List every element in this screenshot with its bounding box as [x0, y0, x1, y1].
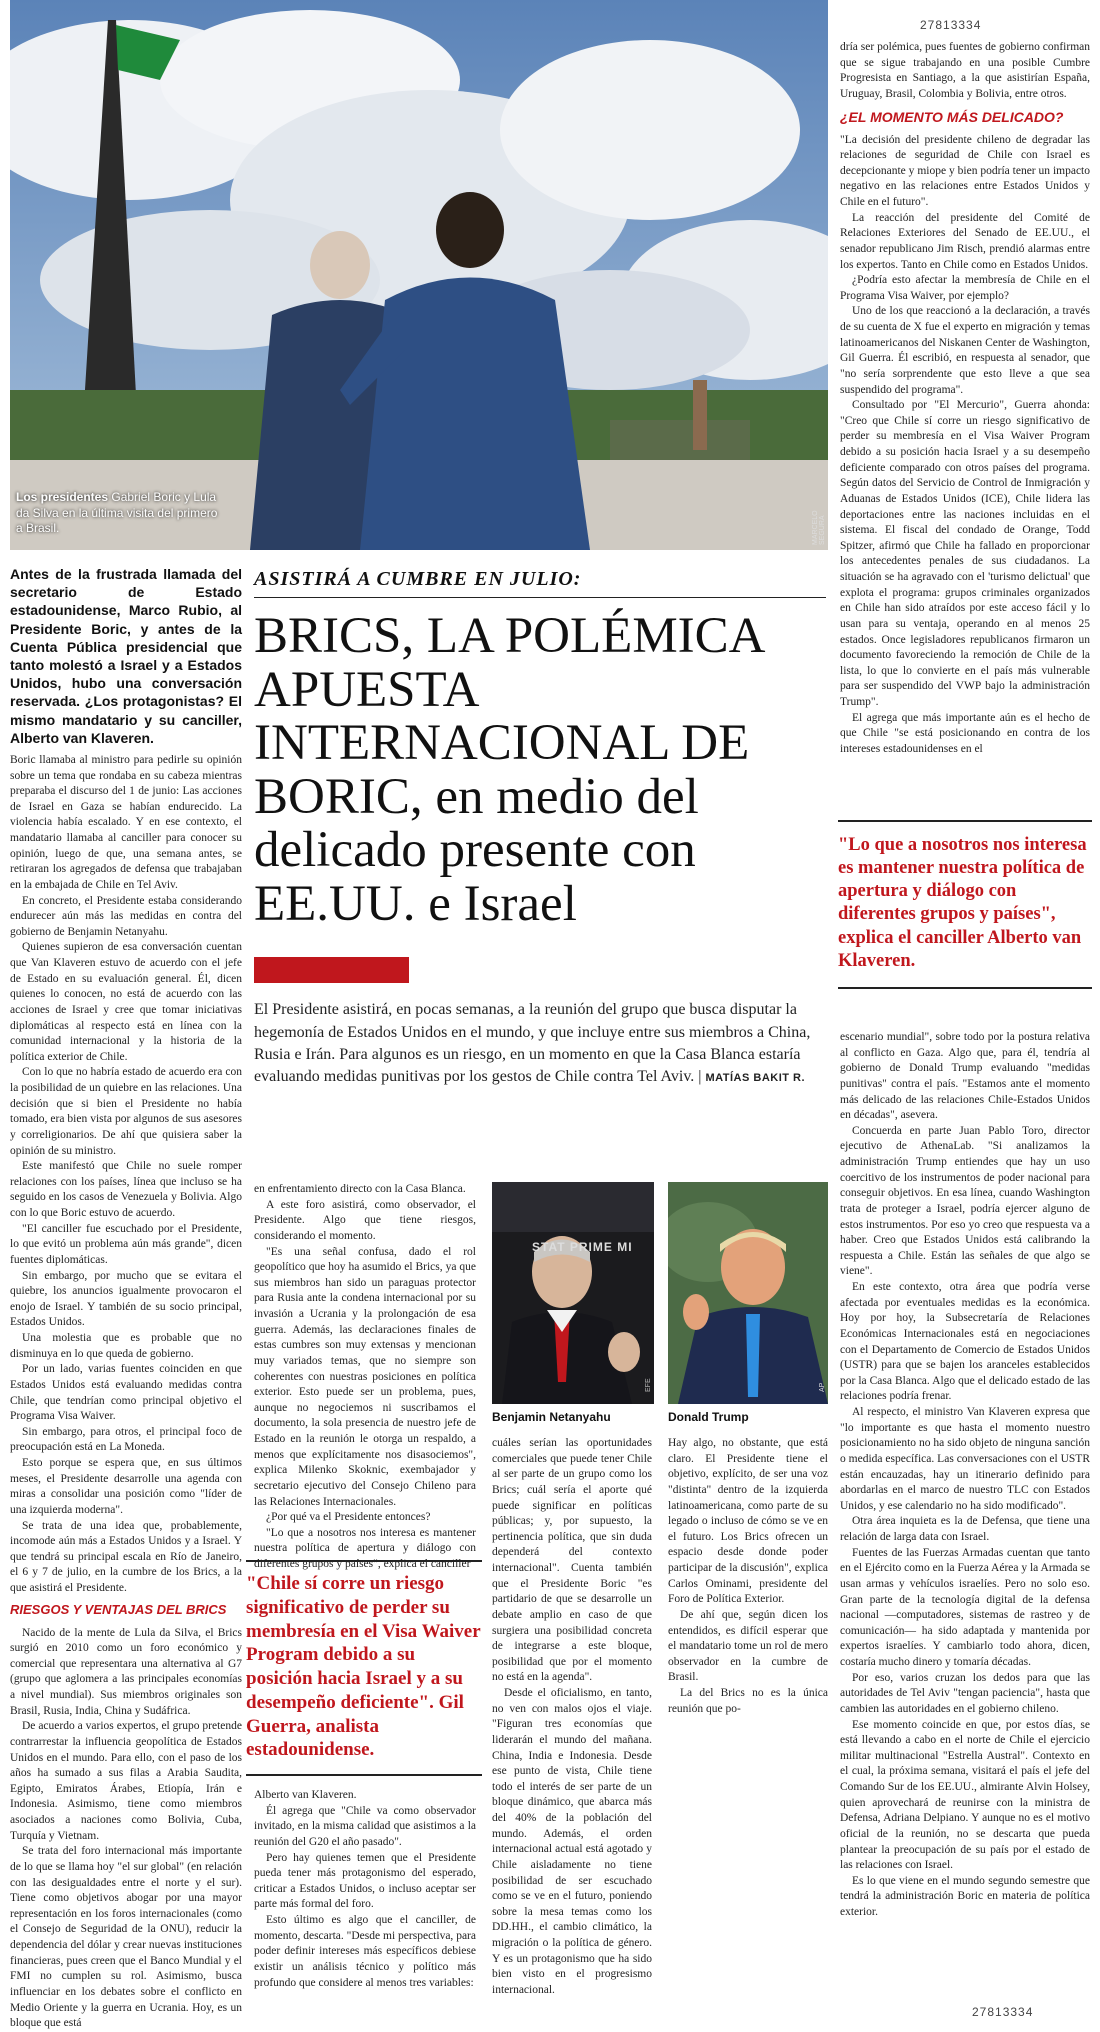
- column-2-upper: [254, 1182, 476, 1573]
- paragraph: Boric llamaba al ministro para pedirle su opinión sobre un tema que rondaba en su cabeza mientras preparaba el discurso del 1 de junio: Las acciones de Israel en Gaza se habían endurecido. La violencia había escalado. Y en ese contexto, el mandatario llamaba al canciller para conocer su opinión, luego de que, una semana antes, se retiraran los agregados de defensa que trabajaban en la embajada de Chile en Tel Aviv.: [10, 753, 242, 891]
- paragraph: Al respecto, el ministro Van Klaveren expresa que "lo importante es que hasta el momento nuestro posicionamiento no ha sido objeto de ninguna sanción o medida específica. Las conversaciones con el USTR están encauzadas, hay un itinerario definido para abordarlas en el marco de nuestro TLC con Estados Unidos, y ese calendario no ha sido modificado".: [840, 1406, 1090, 1512]
- paragraph: A este foro asistirá, como observador, el Presidente. Algo que tiene riesgos, considerando el momento.: [254, 1198, 476, 1242]
- paragraph: Ese momento coincide en que, por estos días, se está llevando a cabo en el norte de Chile el ejercicio militar multinacional "Estrella Austral". Contexto en el cual, la próxima semana, visitará el país el jefe del Comando Sur de los EE.UU., almirante Alvin Holsey, quien aprovechará de reunirse con la ministra de Defensa, Adriana Delpiano. Y aunque no es el motivo oficial de la reunión, no se descarta que pueda plantear la preocupación de su país por el estado de las relaciones con Israel.: [840, 1718, 1090, 1872]
- column-3-left: [492, 1436, 652, 1999]
- paragraph: La reacción del presidente del Comité de Relaciones Exteriores del Senado de EE.UU., el senador republicano Jim Risch, prendió alarmas entre los expertos. Tanto en Chile como en Estados Unidos.: [840, 211, 1090, 271]
- paragraph: Consultado por "El Mercurio", Guerra ahonda: "Creo que Chile sí corre un riesgo significativo de perder su membresía en el Visa Waiver Program debido a su posición hacia Israel y a su desempeño deficiente comparado con otros países del programa. Según datos del Servicio de Control de Inmigración y Aduanas de Estados Unidos (ICE), Chile lidera las deportaciones entre las naciones incluidas en el sistema. El fiscal del condado de Orange, Todd Spitzer, afirmó que Chile ha fallado en proporcionar los antecedentes penales de sus ciudadanos. La situación se ha agravado con el 'turismo delictual' que explota el programa: grupos criminales organizados en Chile han sido atraídos por este acceso fácil y lo usan para su ventaja, operando en al menos 25 estados. Once legisladores republicanos firmaron un documento favoreciendo la remoción de Chile de la lista, lo que lo convierte en el país más vulnerable para ser suspendido del VWP bajo la administración Trump".: [840, 399, 1090, 709]
- paragraph: ¿Podría esto afectar la membresía de Chile en el Programa Visa Waiver, por ejemplo?: [840, 274, 1090, 302]
- pull-quote-right-text: "Lo que a nosotros nos interesa es mantener nuestra política de apertura y diálogo con diferentes grupos y países", explica el canciller Alberto van Klaveren.: [838, 835, 1087, 971]
- paragraph: "La decisión del presidente chileno de degradar las relaciones de seguridad de Chile con Israel es decepcionante y miope y bien podría tener un impacto negativo en las relaciones entre Estados Unidos y Chile en el futuro".: [840, 133, 1090, 209]
- paragraph: Hay algo, no obstante, que está claro. El Presidente tiene el objetivo, explícito, de ser una voz "distinta" dentro de la izquierda latinoamericana, como parte de su legado o incluso de cómo se ve en el futuro. Los Brics ofrecen un espacio desde donde poder participar de la discusión", explica Carlos Ominami, presidente del Foro de Política Exterior.: [668, 1437, 828, 1606]
- trump-caption: Donald Trump: [668, 1410, 749, 1424]
- paragraph: escenario mundial", sobre todo por la postura relativa al conflicto en Gaza. Algo que, para él, tendría al gobierno de Donald Trump evaluando "medidas punitivas" contra el país. "Estamos ante el momento más delicado de las relaciones Chile-Estados Unidos en décadas", asevera.: [840, 1031, 1090, 1122]
- paragraph: Una molestia que es probable que no disminuya en lo que queda de gobierno.: [10, 1332, 242, 1360]
- paragraph: Esto porque se espera que, en sus últimos meses, el Presidente desarrolle una agenda con miras a consolidar una posición como "líder de una izquierda moderna".: [10, 1457, 242, 1516]
- page-id-bottom: 27813334: [972, 2005, 1034, 2019]
- hero-caption: [16, 490, 221, 537]
- trump-illustration: [668, 1182, 828, 1404]
- paragraph: En este contexto, otra área que podría verse afectada por eventuales medidas es la económica. Hoy por hoy, la Subsecretaría de Relaciones Económicas Internacionales está en negociaciones con el Departamento de Comercio de Estados Unidos (USTR) para que se bajen los aranceles establecidos por la Casa Blanca. Algo que el delicado estado de las relaciones podría frenar.: [840, 1281, 1090, 1403]
- column-1: [10, 565, 242, 2032]
- paragraph: Él agrega que "Chile va como observador invitado, en la misma calidad que asistimos a la reunión del G20 el año pasado".: [254, 1804, 476, 1848]
- hero-credit: MARCELO SEGURA: [812, 510, 826, 545]
- paragraph: Nacido de la mente de Lula da Silva, el Brics surgió en 2010 como un foro económico y comercial que representara una alternativa al G7 (grupo que aglomera a las principales economías a nivel mundial). Sus miembros originales son Brasil, Rusia, India, China y Sudáfrica.: [10, 1626, 242, 1717]
- column-1-body: [10, 753, 242, 1597]
- paragraph: Fuentes de las Fuerzas Armadas cuentan que tanto en el Ejército como en la Fuerza Aérea y la Armada se usan armas y vehículos israelíes. Pero no solo eso. Gran parte de la tecnología digital de la defensa nacional —computadores, sistemas de rastreo y de comunicación— ha sido adaptada y mantenida por expertos israelíes. Y cambiarlo todo ahora, dicen, costaría mucho dinero y tomaría décadas.: [840, 1546, 1091, 1668]
- paragraph: cuáles serían las oportunidades comerciales que puede tener Chile al ser parte de un grupo como los Brics; cuál sería el aporte qué puede significar en políticas públicas; y, por supuesto, la pertinencia política, que sin duda dependerá del contexto internacional". Cuenta también que el Presidente Boric "es partidario de que se desarrolle un debate amplio en caso de que surgiera una posibilidad concreta de integrarse a este bloque, posibilidad que por el momento no está en la agenda".: [492, 1437, 652, 1684]
- pull-quote-left: [246, 1560, 482, 1776]
- paragraph: "Lo que a nosotros nos interesa es mantener nuestra política de apertura y diálogo con diferentes grupos y países", explica el canciller: [254, 1526, 476, 1570]
- paragraph: Alberto van Klaveren.: [254, 1789, 357, 1801]
- paragraph: dría ser polémica, pues fuentes de gobierno confirman que se sigue trabajando en una posible Cumbre Progresista en Santiago, a la que asistirían España, Uruguay, Brasil, Colombia y Bolivia, entre otros.: [840, 41, 1090, 100]
- article-intro: Antes de la frustrada llamada del secretario de Estado estadounidense, Marco Rubio, al Presidente Boric, y antes de la Cuenta Pública presidencial que tanto molestó a Israel y a Estados Unidos, hubo una conversación reservada. ¿Los protagonistas? El mismo mandatario y su canciller, Alberto van Klaveren.: [10, 566, 242, 746]
- paragraph: Se trata de una idea que, probablemente, incomode aún más a Estados Unidos y a Israel. Y que tendrá su principal escala en Río de Janeiro, el 6 y 7 de julio, en la cumbre de los Brics, a la que asistirá el Presidente.: [10, 1519, 242, 1594]
- headline: [254, 610, 826, 931]
- column-1-body-2: [10, 1626, 242, 2032]
- column-3-right: [668, 1436, 828, 1717]
- paragraph: El agrega que más importante aún es el hecho de que Chile "se está posicionando en contra de los intereses estadounidenses en el: [840, 711, 1090, 755]
- page-id-top: 27813334: [920, 18, 982, 32]
- hero-caption-text: Gabriel Boric y Lula da Silva en la última visita del primero a Brasil.: [16, 490, 218, 536]
- column-4: [840, 40, 1090, 758]
- hero-caption-title: Los presidentes: [16, 490, 109, 504]
- lead: El Presidente asistirá, en pocas semanas, a la reunión del grupo que busca disputar la hegemonía de Estados Unidos en el mundo, y que incluye entre sus miembros a China, Rusia e Irán. Para algunos es un riesgo, en un momento en que la Casa Blanca estaría evaluando medidas punitivas por los gestos de Chile contra Tel Aviv. | MATÍAS BAKIT R.: [254, 1001, 811, 1086]
- paragraph: Desde el oficialismo, en tanto, no ven con malos ojos el viaje. "Figuran tres economías que liderarán el mundo del mañana. China, India e Indonesia. Desde ese punto de vista, Chile tiene todo el interés de ser parte de un bloque dinámico, que abarca más del 40% de la población del mundo. Además, el orden internacional actual está agotado y Chile aisladamente no tiene posibilidad de ser escuchado como se ve en el futuro, poniendo sobre la mesa temas como los DD.HH., el cambio climático, la migración o la política de género. Y es un protagonismo que ha sido bien visto en el progresismo internacional.: [492, 1687, 652, 1996]
- subhead-riesgos: RIESGOS Y VENTAJAS DEL BRICS: [10, 1601, 227, 1617]
- paragraph: Por un lado, varias fuentes coinciden en que Estados Unidos está evaluando medidas contra Chile, que tendrían como principal objetivo el Programa Visa Waiver.: [10, 1363, 242, 1423]
- trump-photo: [668, 1182, 828, 1404]
- netanyahu-photo: [492, 1182, 654, 1404]
- paragraph: La del Brics no es la única reunión que po-: [668, 1687, 828, 1715]
- paragraph: "Es una señal confusa, dado el rol geopolítico que hoy ha asumido el Brics, ya que sus miembros han sido un paraguas protector para Rusia ante la condena internacional por su invasión a Ucrania y la prolongación de esa guerra. Además, las declaraciones finales de estas cumbres son muy extensas y mencionan muy variados temas, que no siempre son coherentes con nuestras posiciones en política exterior. Esto puede ser un problema, pues, aunque no negociemos ni suscribamos el documento, la sola presencia de nuestro jefe de Estado en la reunión le otorga un respaldo, a menos que explícitamente nos disasociemos", explica Milenko Skoknic, exembajador y secretario ejecutivo del Consejo Chileno para las Relaciones Internacionales.: [254, 1245, 476, 1508]
- paragraph: Sin embargo, por mucho que se evitara el quiebre, los anuncios igualmente provocaron el enojo de Israel. Y también de su socio principal, Estados Unidos.: [10, 1269, 242, 1329]
- paragraph: Otra área inquieta es la de Defensa, que tiene una relación de larga data con Israel.: [840, 1515, 1090, 1543]
- column-3: [492, 1436, 828, 1999]
- byline: MATÍAS BAKIT R.: [705, 1072, 806, 1085]
- paragraph: Por eso, varios cruzan los dedos para que las autoridades de Tel Aviv "tengan paciencia", hasta que cambien las autoridades en el gobierno chileno.: [840, 1671, 1090, 1715]
- paragraph: De ahí que, según dicen los entendidos, es difícil esperar que el mandatario tome un rol de mero observador en la cumbre de Brasil.: [668, 1608, 828, 1684]
- paragraph: Esto último es algo que el canciller, de momento, descarta. "Desde mi perspectiva, para poder definir intereses más específicos debiese existir un análisis técnico y político más profundo que considere al menos tres variables:: [254, 1914, 476, 1989]
- paragraph: Quienes supieron de esa conversación cuentan que Van Klaveren estuvo de acuerdo con el jefe de Estado en su evaluación general. Él, dicen quienes lo conocen, no está de acuerdo con las acciones de Israel y cree que tomar iniciativas diplomáticas al respecto está en línea con la comunidad internacional y la historia de la política exterior de Chile.: [10, 941, 242, 1063]
- paragraph: Uno de los que reaccionó a la declaración, a través de su cuenta de X fue el experto en migración y temas latinoamericanos del Niskanen Center de Washington, Gil Guerra. Él escribió, en respuesta al senador, que "no sería sorprendente que esto lleve a que sea suspendido del programa".: [840, 305, 1090, 396]
- pull-quote-right: [838, 820, 1092, 989]
- netanyahu-illustration: [492, 1182, 654, 1404]
- subhead-momento: ¿EL MOMENTO MÁS DELICADO?: [840, 108, 1064, 125]
- pull-quote-left-text: "Chile sí corre un riesgo significativo de perder su membresía en el Visa Waiver Program debido a su posición hacia Israel y a su desempeño deficiente". Gil Guerra, analista estadounidense.: [246, 1573, 481, 1761]
- paragraph: en enfrentamiento directo con la Casa Blanca.: [254, 1183, 466, 1195]
- paragraph: "El canciller fue escuchado por el Presidente, lo que evitó un problema aún más grande", dicen fuentes diplomáticas.: [10, 1222, 242, 1266]
- netanyahu-credit: EFE: [645, 1378, 652, 1392]
- trump-credit: AP: [819, 1382, 826, 1392]
- paragraph: Este manifestó que Chile no suele romper relaciones con los países, línea que incluso se ha seguido en los casos de Venezuela y Bolivia. Algo con lo que Boric estuvo de acuerdo.: [10, 1160, 242, 1219]
- paragraph: Pero hay quienes temen que el Presidente pueda tener más protagonismo del esperado, criticar a Estados Unidos, o incluso aceptar ser parte más formal del foro.: [254, 1851, 476, 1911]
- headline-block: [254, 568, 826, 1089]
- kicker: ASISTIRÁ A CUMBRE EN JULIO:: [254, 568, 826, 598]
- paragraph: Concuerda en parte Juan Pablo Toro, director ejecutivo de AthenaLab. "Si analizamos la administración Trump entiendes que hay un uso coercitivo de los instrumentos de poder nacional para conseguir objetivos. En esa línea, cuando Washington trata de proteger a Israel, podría ejercer alguno de estos instrumentos. Por eso yo creo que respuesta va a haber. Creo que Estados Unidos está calibrando la respuesta a Chile. Están las señales de que algo se viene".: [840, 1124, 1090, 1278]
- paragraph: Es lo que viene en el mundo segundo semestre que tendrá la administración Boric en materia de política exterior.: [840, 1874, 1090, 1918]
- headline-caps: BRICS, LA POLÉMICA APUESTA INTERNACIONAL DE BORIC,: [254, 608, 763, 825]
- netanyahu-sign-text: STAT PRIME MI: [532, 1240, 633, 1254]
- column-2-lower: [254, 1788, 476, 1991]
- lead-text: El Presidente asistirá, en pocas semanas, a la reunión del grupo que busca disputar la hegemonía de Estados Unidos en el mundo, y que incluye entre sus miembros a China, Rusia e Irán. Para algunos es un riesgo, en un momento en que la Casa Blanca estaría evaluando medidas punitivas por los gestos de Chile contra Tel Aviv.: [254, 1001, 811, 1086]
- paragraph: Se trata del foro internacional más importante de lo que se llama hoy "el sur global" (en relación con las desigualdades entre el norte y el sur). Tiene como objetivos abogar por una mayor representación en los foros internacionales (como el Consejo de Seguridad de la ONU), reducir la dependencia del dólar y crear nuevas instituciones financieras, pues creen que el Banco Mundial y el FMI no cumplen su rol. Asimismo, busca influenciar en los debates sobre el conflicto en Medio Oriente y la guerra en Ucrania. Hoy, es un bloque que está: [10, 1845, 242, 2030]
- paragraph: ¿Por qué va el Presidente entonces?: [266, 1511, 431, 1524]
- paragraph: Con lo que no habría estado de acuerdo era con la posibilidad de un quiebre en las relaciones. Una decisión que si bien el Presidente no había tomado, era bien vista por algunos de sus asesores y correligionarios. De ahí que quisiera saber la opinión de su ministro.: [10, 1066, 242, 1157]
- hero-photo-illustration: [10, 0, 828, 550]
- paragraph: Sin embargo, para otros, el principal foco de preocupación está en La Moneda.: [10, 1425, 242, 1454]
- column-5: [840, 1030, 1090, 1921]
- netanyahu-caption: Benjamin Netanyahu: [492, 1410, 611, 1424]
- paragraph: De acuerdo a varios expertos, el grupo pretende contrarrestar la influencia geopolítica de Estados Unidos en el mundo. Para ello, con el paso de los años ha sumado a sus filas a Arabia Saudita, Egipto, Emiratos Árabes, Etiopía, Irán e Indonesia. Asimismo, tiene como miembros asociados a naciones como Bolivia, Cuba, Turquía y Vietnam.: [10, 1720, 242, 1842]
- headline-rest: en medio del delicado presente con EE.UU. e Israel: [254, 768, 699, 932]
- paragraph: En concreto, el Presidente estaba considerando endurecer aún más las medidas en contra del gobierno de Benjamin Netanyahu.: [10, 894, 242, 938]
- accent-bar: [254, 957, 409, 983]
- hero-photo: [10, 0, 828, 550]
